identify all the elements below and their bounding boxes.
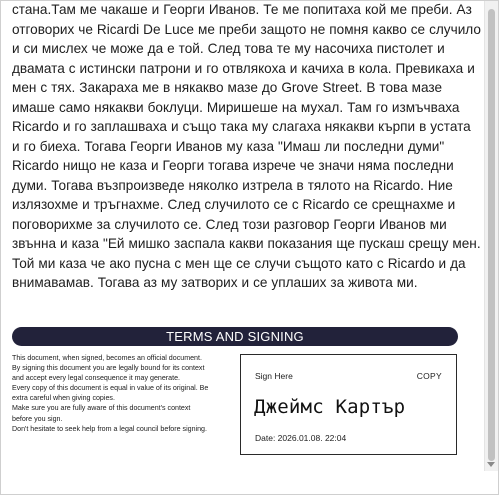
legal-notice — [12, 353, 234, 434]
legal-line: Make sure you are fully aware of this document's context — [12, 404, 191, 413]
document-body-text: стана.Там ме чакаше и Георги Иванов. Те ме попитаха кой ме преби. Аз отговорих че Ricardi De Luce ме преби защото не помня какво се случило и си мислех че може да е той. След това те му насочиха пистолет и двамата с истински патрони и го отвлякоха и качиха в кола. Превикаха и мен с тях. Закараха ме в някакво мазе до Grove Street. В това мазе имаше само някакви боклуци. Миришеше на мухал. Там го измъчваха Ricardo и го заплашваха и също така му слагаха някакви кърпи в устата и го биеха. Тогава Георги Иванов му каза "Имаш ли последни думи" Ricardo нищо не каза и Георги тогава изрече че значи няма последни думи. Тогава възпроизведе няколко изтрела в тялото на Ricardo. Ние излязохме и тръгнахме. След случилото се с Ricardo се срещнахме и поговорихме за случилото се. След този разговор Георги Иванов ми звънна и каза "Ей мишко заспала какви показания ще пускаш срещу мен. Той ми каза че ако пусна с мен ще се случи същото като с Ricardo и да внимавамав. Тогава аз му затворих и се уплаших за живота ми. — [12, 2, 481, 290]
legal-line: extra careful when giving copies. — [12, 394, 115, 403]
scroll-down-arrow-icon[interactable] — [487, 462, 495, 467]
legal-line: This document, when signed, becomes an official document. — [12, 354, 202, 362]
signature-date: Date: 2026.01.08. 22:04 — [255, 433, 347, 443]
sign-here-label: Sign Here — [255, 371, 293, 381]
legal-line: and accept every legal consequence it may generate. — [12, 374, 180, 383]
legal-line: Every copy of this document is equal in value of its original. Be — [12, 384, 209, 393]
legal-line: By signing this document you are legally bound for its context — [12, 364, 205, 373]
legal-line: before you sign. — [12, 414, 63, 423]
vertical-scrollbar[interactable] — [484, 1, 499, 471]
copy-label: COPY — [416, 371, 442, 381]
terms-heading: TERMS AND SIGNING — [12, 327, 458, 346]
signature-name: Джеймс Картър — [254, 396, 406, 418]
legal-line: Don't hesitate to seek help from a legal council before signing. — [12, 424, 207, 433]
scrollbar-thumb[interactable] — [488, 9, 495, 461]
signature-box[interactable] — [240, 354, 457, 455]
